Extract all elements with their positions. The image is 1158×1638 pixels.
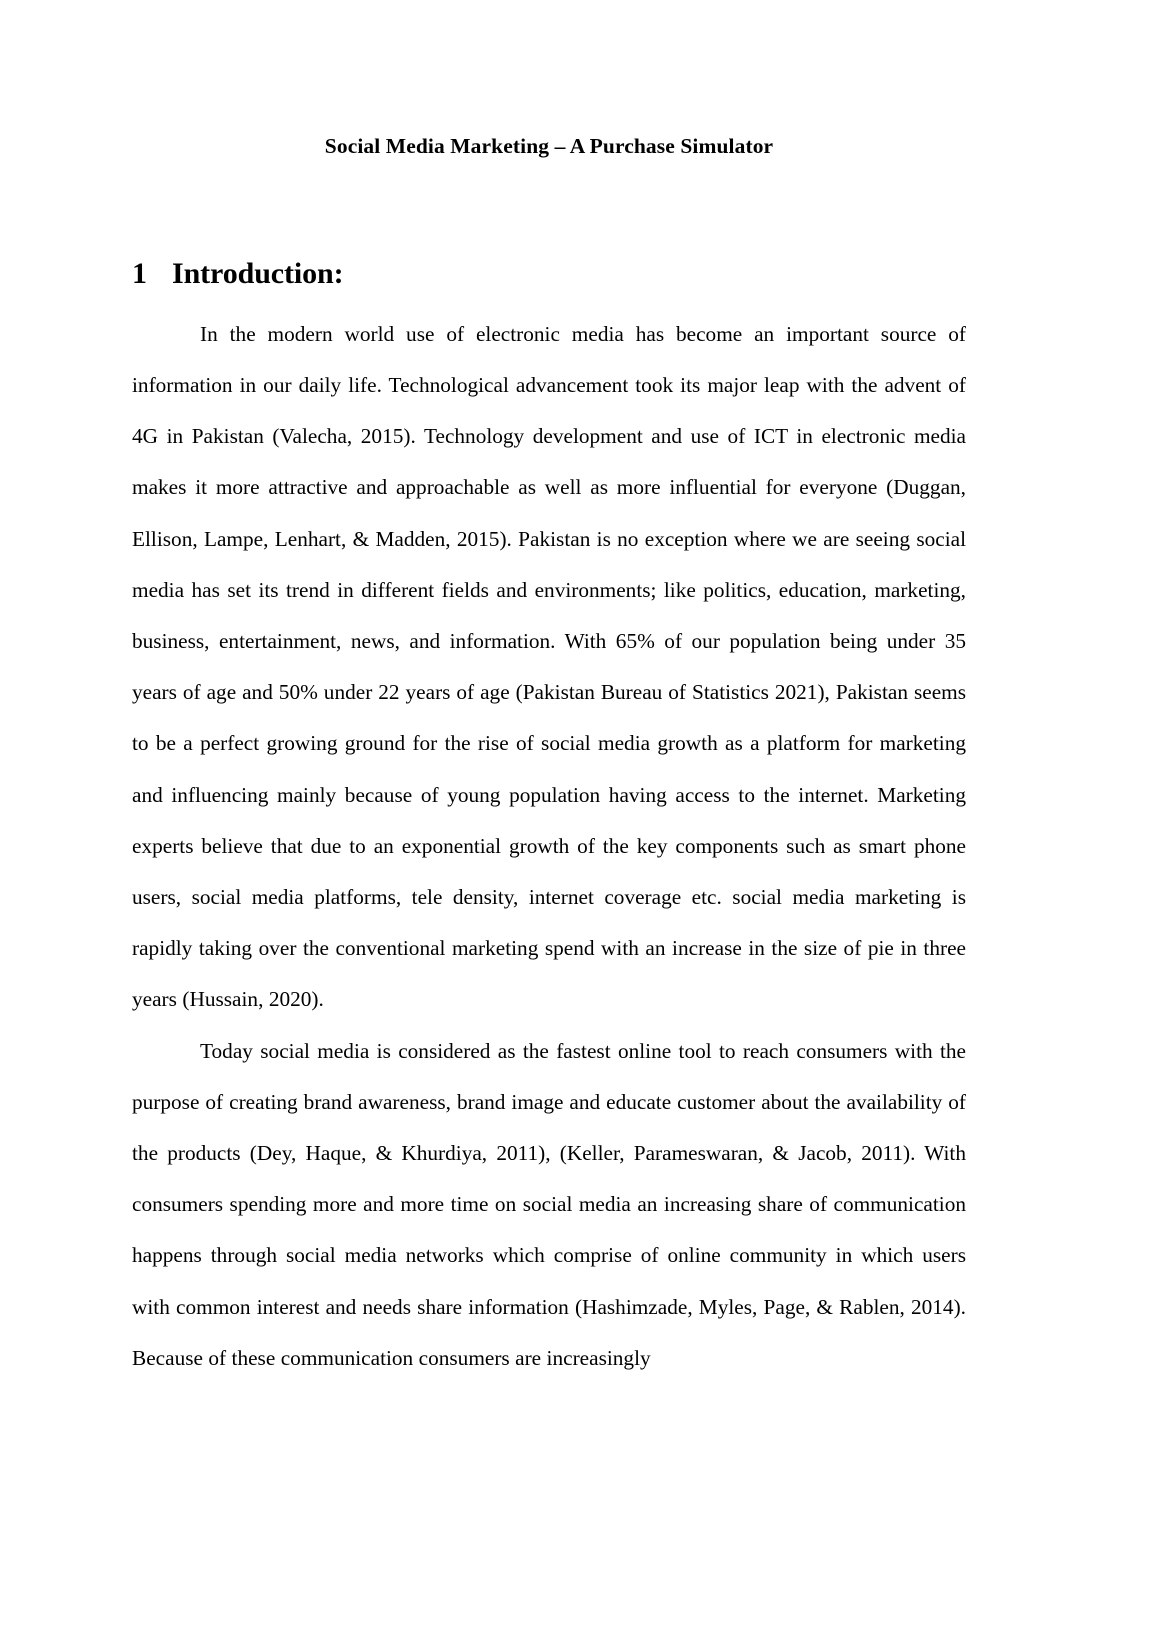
page-content [132, 0, 966, 1384]
document-title: Social Media Marketing – A Purchase Simulator [324, 134, 774, 158]
paragraph-2: Today social media is considered as the fastest online tool to reach consumers with the purpose of creating brand awareness, brand image and educate customer about the availability of the products (Dey, Haque, & Khurdiya, 2011), (Keller, Parameswaran, & Jacob, 2011). With consumers spending more and more time on social media an increasing share of communication happens through social media networks which comprise of online community in which users with common interest and needs share information (Hashimzade, Myles, Page, & Rablen, 2014). Because of these communication consumers are increasingly [132, 1038, 966, 1370]
paragraph-1: In the modern world use of electronic media has become an important source of information in our daily life. Technological advancement took its major leap with the advent of 4G in Pakistan (Valecha, 2015). Technology development and use of ICT in electronic media makes it more attractive and approachable as well as more influential for everyone (Duggan, Ellison, Lampe, Lenhart, & Madden, 2015). Pakistan is no exception where we are seeing social media has set its trend in different fields and environments; like politics, education, marketing, business, entertainment, news, and information. With 65% of our population being under 35 years of age and 50% under 22 years of age (Pakistan Bureau of Statistics 2021), Pakistan seems to be a perfect growing ground for the rise of social media growth as a platform for marketing and influencing mainly because of young population having access to the internet. Marketing experts believe that due to an exponential growth of the key components such as smart phone users, social media platforms, tele density, internet coverage etc. social media marketing is rapidly taking over the conventional marketing spend with an increase in the size of pie in three years (Hussain, 2020). [132, 321, 966, 1012]
section-number: 1 [132, 256, 147, 290]
section-heading-label: Introduction: [172, 256, 344, 290]
section-heading [132, 160, 966, 292]
